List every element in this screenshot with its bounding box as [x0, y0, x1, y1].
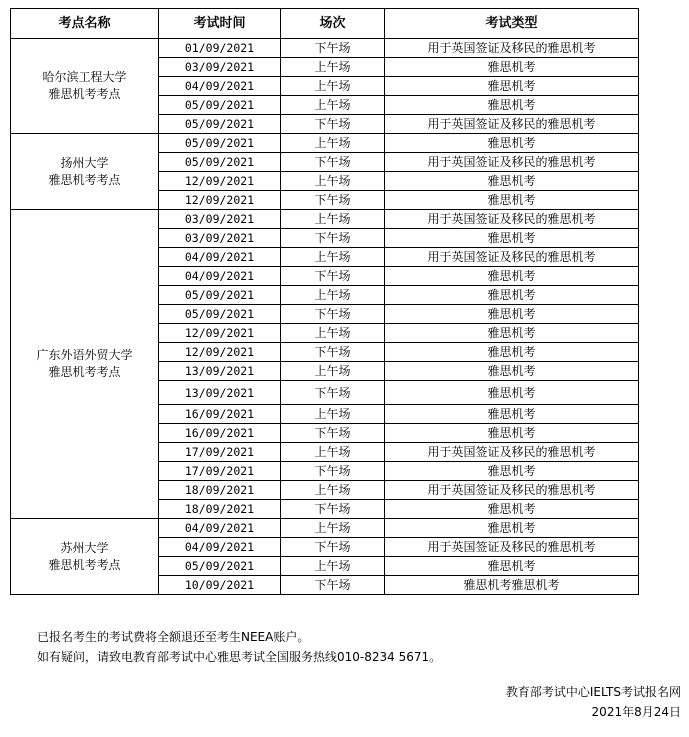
table-row	[11, 39, 639, 58]
table-row	[11, 210, 639, 229]
session-cell: 上午场	[281, 324, 385, 343]
exam-type-cell: 雅思机考	[385, 362, 639, 381]
signature-org: 教育部考试中心IELTS考试报名网	[505, 685, 681, 699]
exam-date-cell: 16/09/2021	[159, 424, 281, 443]
exam-type-cell: 雅思机考	[385, 267, 639, 286]
session-cell: 下午场	[281, 462, 385, 481]
session-cell: 下午场	[281, 424, 385, 443]
exam-type-cell: 用于英国签证及移民的雅思机考	[385, 443, 639, 462]
table-row	[11, 134, 639, 153]
note-hotline: 如有疑问，请致电教育部考试中心雅思考试全国服务热线010-8234 5671。	[37, 650, 442, 664]
exam-type-cell: 用于英国签证及移民的雅思机考	[385, 39, 639, 58]
session-cell: 上午场	[281, 443, 385, 462]
table-body	[11, 39, 639, 595]
exam-type-cell: 雅思机考	[385, 191, 639, 210]
exam-type-cell: 雅思机考	[385, 500, 639, 519]
venue-subtitle: 雅思机考考点	[48, 87, 121, 101]
session-cell: 下午场	[281, 576, 385, 595]
venue-subtitle: 雅思机考考点	[48, 557, 121, 572]
notes	[37, 627, 441, 667]
session-cell: 上午场	[281, 58, 385, 77]
exam-type-cell: 雅思机考	[385, 77, 639, 96]
exam-type-cell: 用于英国签证及移民的雅思机考	[385, 538, 639, 557]
session-cell: 上午场	[281, 286, 385, 305]
session-cell: 下午场	[281, 381, 385, 405]
exam-date-cell: 16/09/2021	[159, 405, 281, 424]
exam-date-cell: 18/09/2021	[159, 500, 281, 519]
session-cell: 下午场	[281, 267, 385, 286]
session-cell: 下午场	[281, 538, 385, 557]
session-cell: 下午场	[281, 305, 385, 324]
exam-date-cell: 05/09/2021	[159, 286, 281, 305]
session-cell: 下午场	[281, 500, 385, 519]
session-cell: 上午场	[281, 481, 385, 500]
venue-name-cell	[11, 39, 159, 134]
exam-schedule-table	[10, 8, 639, 595]
exam-type-cell: 雅思机考	[385, 381, 639, 405]
exam-date-cell: 04/09/2021	[159, 538, 281, 557]
signature	[506, 682, 681, 722]
exam-date-cell: 17/09/2021	[159, 443, 281, 462]
header-session: 场次	[281, 9, 385, 39]
exam-type-cell: 用于英国签证及移民的雅思机考	[385, 153, 639, 172]
exam-type-cell: 雅思机考	[385, 172, 639, 191]
session-cell: 下午场	[281, 115, 385, 134]
exam-date-cell: 05/09/2021	[159, 153, 281, 172]
exam-date-cell: 05/09/2021	[159, 115, 281, 134]
exam-type-cell: 雅思机考	[385, 324, 639, 343]
session-cell: 上午场	[281, 519, 385, 538]
signature-date: 2021年8月24日	[591, 705, 681, 719]
exam-date-cell: 03/09/2021	[159, 210, 281, 229]
exam-date-cell: 05/09/2021	[159, 96, 281, 115]
session-cell: 上午场	[281, 405, 385, 424]
exam-date-cell: 03/09/2021	[159, 58, 281, 77]
venue-subtitle: 雅思机考考点	[48, 172, 121, 187]
session-cell: 上午场	[281, 362, 385, 381]
exam-type-cell: 雅思机考	[385, 424, 639, 443]
session-cell: 下午场	[281, 229, 385, 248]
session-cell: 上午场	[281, 172, 385, 191]
session-cell: 上午场	[281, 557, 385, 576]
venue-name: 广东外语外贸大学	[36, 348, 133, 362]
exam-date-cell: 12/09/2021	[159, 191, 281, 210]
exam-type-cell: 雅思机考	[385, 557, 639, 576]
header-date: 考试时间	[159, 9, 281, 39]
exam-type-cell: 雅思机考雅思机考	[385, 576, 639, 595]
exam-type-cell: 雅思机考	[385, 462, 639, 481]
exam-date-cell: 05/09/2021	[159, 305, 281, 324]
exam-date-cell: 18/09/2021	[159, 481, 281, 500]
exam-type-cell: 用于英国签证及移民的雅思机考	[385, 210, 639, 229]
session-cell: 下午场	[281, 153, 385, 172]
exam-type-cell: 雅思机考	[385, 229, 639, 248]
exam-date-cell: 13/09/2021	[159, 362, 281, 381]
session-cell: 上午场	[281, 134, 385, 153]
exam-date-cell: 12/09/2021	[159, 343, 281, 362]
session-cell: 上午场	[281, 248, 385, 267]
session-cell: 上午场	[281, 210, 385, 229]
exam-date-cell: 03/09/2021	[159, 229, 281, 248]
session-cell: 上午场	[281, 77, 385, 96]
exam-date-cell: 17/09/2021	[159, 462, 281, 481]
venue-name: 扬州大学	[60, 155, 109, 170]
exam-date-cell: 10/09/2021	[159, 576, 281, 595]
exam-type-cell: 雅思机考	[385, 305, 639, 324]
exam-date-cell: 05/09/2021	[159, 134, 281, 153]
exam-type-cell: 用于英国签证及移民的雅思机考	[385, 115, 639, 134]
exam-date-cell: 05/09/2021	[159, 557, 281, 576]
exam-date-cell: 04/09/2021	[159, 267, 281, 286]
exam-date-cell: 04/09/2021	[159, 248, 281, 267]
exam-date-cell: 12/09/2021	[159, 172, 281, 191]
session-cell: 下午场	[281, 39, 385, 58]
session-cell: 上午场	[281, 96, 385, 115]
exam-type-cell: 雅思机考	[385, 405, 639, 424]
exam-type-cell: 雅思机考	[385, 286, 639, 305]
venue-name-cell	[11, 134, 159, 210]
venue-name-cell	[11, 210, 159, 519]
note-refund: 已报名考生的考试费将全额退还至考生NEEA账户。	[37, 630, 310, 644]
exam-type-cell: 用于英国签证及移民的雅思机考	[385, 481, 639, 500]
exam-type-cell: 雅思机考	[385, 134, 639, 153]
header-row	[11, 9, 639, 39]
exam-date-cell: 13/09/2021	[159, 381, 281, 405]
exam-type-cell: 雅思机考	[385, 58, 639, 77]
exam-type-cell: 雅思机考	[385, 96, 639, 115]
session-cell: 下午场	[281, 191, 385, 210]
exam-type-cell: 用于英国签证及移民的雅思机考	[385, 248, 639, 267]
session-cell: 下午场	[281, 343, 385, 362]
header-venue: 考点名称	[11, 9, 159, 39]
venue-name: 哈尔滨工程大学	[42, 70, 127, 84]
header-type: 考试类型	[385, 9, 639, 39]
exam-type-cell: 雅思机考	[385, 343, 639, 362]
venue-name: 苏州大学	[60, 540, 109, 555]
venue-name-cell	[11, 519, 159, 595]
venue-subtitle: 雅思机考考点	[48, 365, 121, 379]
exam-date-cell: 04/09/2021	[159, 519, 281, 538]
exam-type-cell: 雅思机考	[385, 519, 639, 538]
exam-date-cell: 04/09/2021	[159, 77, 281, 96]
table-row	[11, 519, 639, 538]
exam-date-cell: 01/09/2021	[159, 39, 281, 58]
exam-date-cell: 12/09/2021	[159, 324, 281, 343]
